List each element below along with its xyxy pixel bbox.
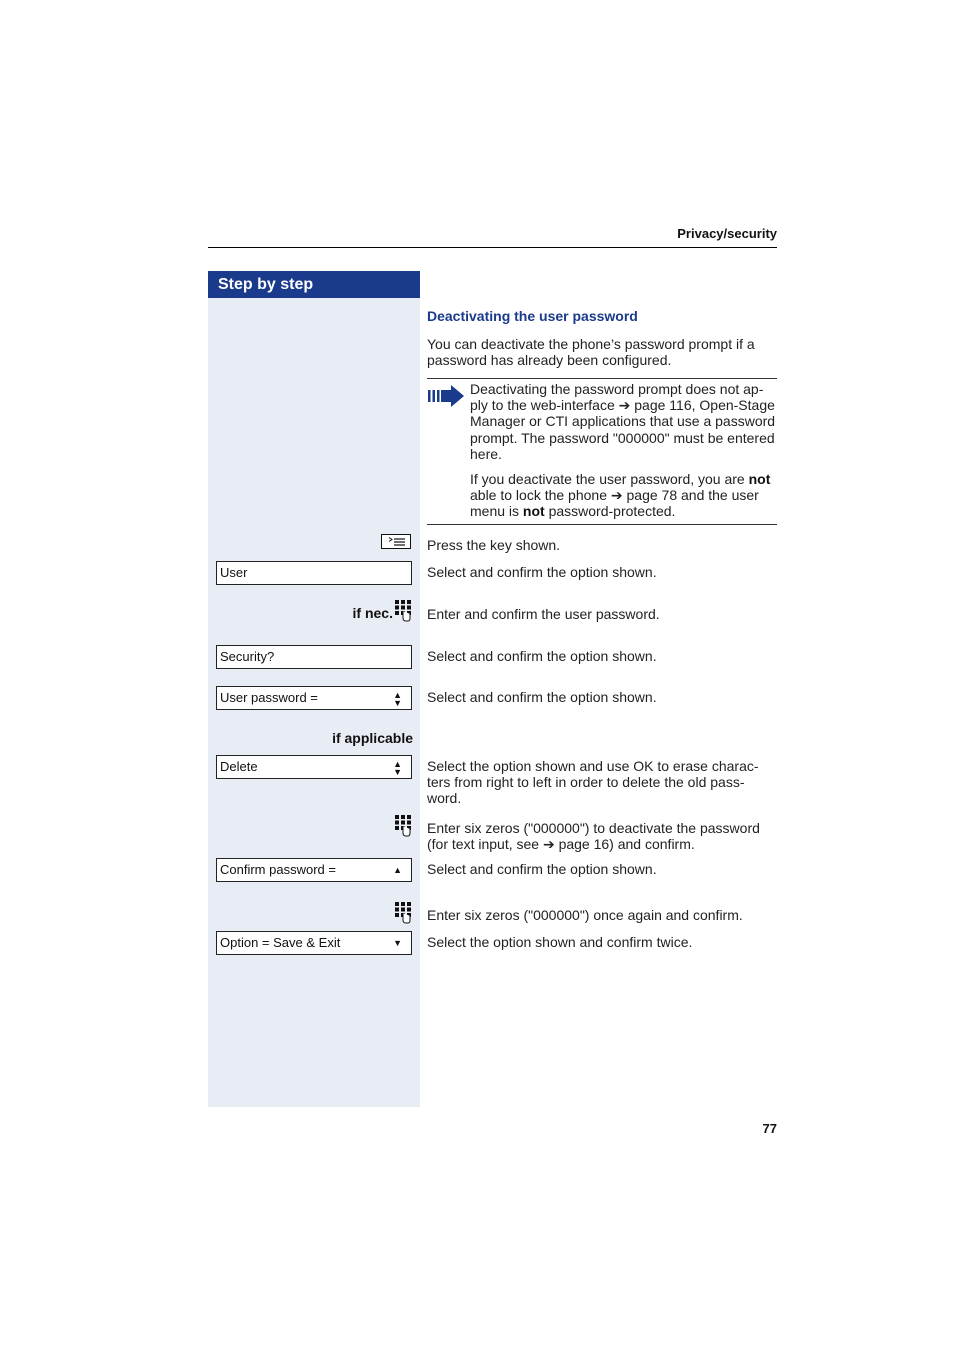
- note-text-2d: password-protected.: [548, 503, 676, 520]
- up-down-arrows-icon: [393, 691, 402, 707]
- header-rule: [208, 247, 777, 248]
- down-arrow-icon: ▼: [393, 938, 402, 948]
- keypad-icon: [395, 600, 411, 622]
- step-8-text-a: Enter six zeros ("000000") to deactivate the password (for text input, see: [427, 820, 760, 853]
- menu-option-save-exit[interactable]: [216, 931, 412, 955]
- note-text-1b: page 116, Open-Stage Manager or CTI applications that use a password prompt. The password "000000" must be entered here.: [470, 397, 776, 462]
- note-text-1a: Deactivating the password prompt does not ap-ply to the web-interface: [470, 381, 764, 414]
- arrow-glyph: ➔: [610, 487, 623, 504]
- note-text-2a: If you deactivate the user password, you are: [470, 471, 745, 487]
- section-title: Deactivating the user password: [427, 308, 638, 324]
- step-10-text: Enter six zeros ("000000") once again and confirm.: [427, 907, 743, 923]
- menu-option-label: Option = Save & Exit: [220, 935, 341, 950]
- menu-key-icon: [381, 534, 411, 549]
- note-paragraph-2: [470, 471, 776, 520]
- step-2-text: Select and confirm the option shown.: [427, 564, 657, 580]
- step-by-step-banner: Step by step: [208, 271, 420, 298]
- note-bottom-rule: [427, 524, 777, 525]
- down-arrow-icon: ▼: [393, 698, 402, 708]
- step-4-text: Select and confirm the option shown.: [427, 648, 657, 664]
- menu-option-label: Delete: [220, 759, 258, 774]
- menu-option-delete[interactable]: [216, 755, 412, 779]
- up-arrow-icon: ▲: [393, 690, 402, 700]
- arrow-glyph: ➔: [542, 836, 555, 853]
- note-paragraph-1: [470, 381, 776, 462]
- menu-option-user-password[interactable]: [216, 686, 412, 710]
- up-down-arrows-icon: [393, 760, 402, 776]
- menu-option-security[interactable]: [216, 645, 412, 669]
- step-8-text: [427, 820, 772, 852]
- step-9-text: Select and confirm the option shown.: [427, 861, 657, 877]
- keypad-icon: [395, 815, 411, 837]
- step-1-text: Press the key shown.: [427, 537, 561, 553]
- if-applicable-label: if applicable: [332, 730, 413, 746]
- note-text-2c: page 78 and the user menu is: [470, 487, 759, 520]
- up-arrow-icon: ▲: [393, 865, 402, 875]
- step-5-text: Select and confirm the option shown.: [427, 689, 657, 705]
- menu-option-user[interactable]: [216, 561, 412, 585]
- note-bold-not-2: not: [522, 503, 545, 520]
- menu-option-label: User password =: [220, 690, 318, 705]
- intro-text: You can deactivate the phone’s password prompt if a password has already been configured.: [427, 336, 755, 369]
- step-11-text: Select the option shown and confirm twice.: [427, 934, 693, 950]
- running-header: Privacy/security: [677, 226, 777, 241]
- note-text-2b: able to lock the phone: [470, 487, 607, 504]
- note-top-rule: [427, 378, 777, 379]
- step-7-text: Select the option shown and use OK to erase charac-ters from right to left in order to delete the old pass-word.: [427, 758, 759, 807]
- down-arrow-icon: ▼: [393, 767, 402, 777]
- menu-option-label: User: [220, 565, 248, 580]
- keypad-icon: [395, 902, 411, 924]
- step-8-text-b: page 16) and confirm.: [558, 836, 695, 853]
- page-number: 77: [762, 1121, 777, 1136]
- menu-option-label: Confirm password =: [220, 862, 336, 877]
- menu-option-label: Security?: [220, 649, 275, 664]
- note-arrow-icon: [427, 384, 465, 408]
- menu-option-confirm-password[interactable]: [216, 858, 412, 882]
- up-arrow-icon: ▲: [393, 759, 402, 769]
- note-bold-not-1: not: [748, 471, 771, 487]
- step-3-text: Enter and confirm the user password.: [427, 606, 660, 622]
- if-nec-label: if nec.: [352, 605, 393, 621]
- arrow-glyph: ➔: [618, 397, 631, 414]
